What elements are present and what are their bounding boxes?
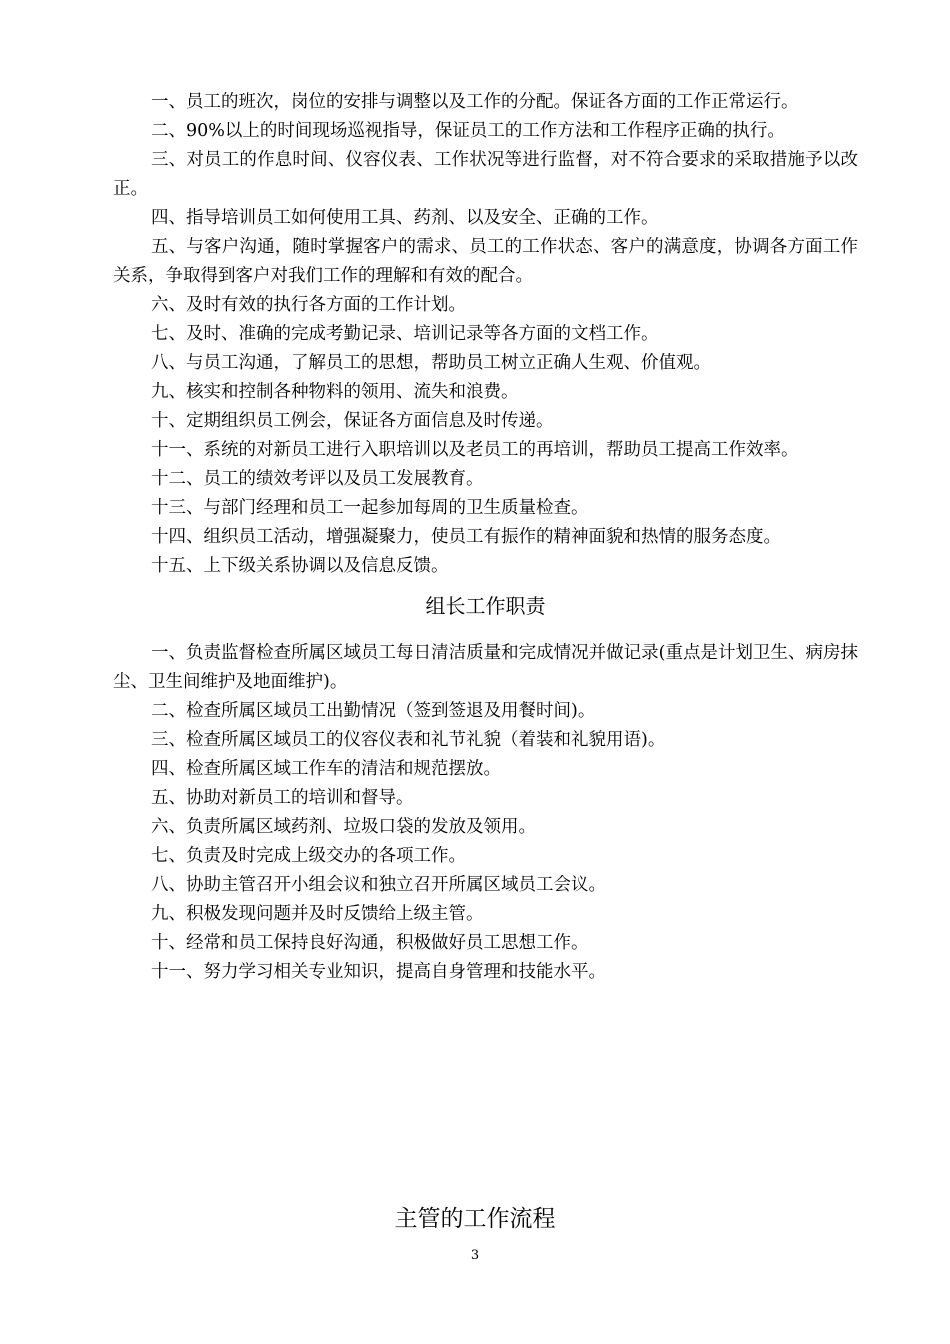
supervisor-duty-item: 六、及时有效的执行各方面的工作计划。 [151,295,466,315]
document-body [113,88,858,987]
team-leader-duty-item: 三、检查所属区域员工的仪容仪表和礼节礼貌（着装和礼貌用语)。 [151,730,666,750]
team-leader-duties-list [113,639,858,987]
supervisor-duty-item: 十三、与部门经理和员工一起参加每周的卫生质量检查。 [151,498,589,518]
supervisor-duty-item: 三、对员工的作息时间、仪容仪表、工作状况等进行监督，对不符合要求的采取措施予以改正。 [113,150,858,199]
supervisor-duty-item: 十、定期组织员工例会，保证各方面信息及时传递。 [151,411,554,431]
supervisor-duty-item: 二、90%以上的时间现场巡视指导，保证员工的工作方法和工作程序正确的执行。 [151,121,785,141]
team-leader-duty-item: 十一、努力学习相关专业知识，提高自身管理和技能水平。 [151,962,606,982]
supervisor-duty-item: 四、指导培训员工如何使用工具、药剂、以及安全、正确的工作。 [151,208,659,228]
team-leader-duty-item: 六、负责所属区域药剂、垃圾口袋的发放及领用。 [151,817,536,837]
team-leader-section-title: 组长工作职责 [425,594,546,618]
team-leader-duty-item: 一、负责监督检查所属区域员工每日清洁质量和完成情况并做记录(重点是计划卫生、病房抹尘、卫生间维护及地面维护)。 [113,643,858,692]
team-leader-duty-item: 四、检查所属区域工作车的清洁和规范摆放。 [151,759,501,779]
supervisor-duty-item: 七、及时、准确的完成考勤记录、培训记录等各方面的文档工作。 [151,324,659,344]
team-leader-duty-item: 九、积极发现问题并及时反馈给上级主管。 [151,904,484,924]
supervisor-duties-list [113,88,858,581]
supervisor-duty-item: 一、员工的班次，岗位的安排与调整以及工作的分配。保证各方面的工作正常运行。 [151,92,799,112]
workflow-section-title: 主管的工作流程 [394,1206,556,1232]
supervisor-duty-item: 八、与员工沟通，了解员工的思想，帮助员工树立正确人生观、价值观。 [151,353,711,373]
team-leader-duty-item: 七、负责及时完成上级交办的各项工作。 [151,846,466,866]
supervisor-duty-item: 十四、组织员工活动，增强凝聚力，使员工有振作的精神面貌和热情的服务态度。 [151,527,781,547]
team-leader-duty-item: 十、经常和员工保持良好沟通，积极做好员工思想工作。 [151,933,589,953]
page-number: 3 [470,1248,480,1263]
supervisor-duty-item: 五、与客户沟通，随时掌握客户的需求、员工的工作状态、客户的满意度，协调各方面工作关系，争取得到客户对我们工作的理解和有效的配合。 [113,237,858,286]
supervisor-duty-item: 十一、系统的对新员工进行入职培训以及老员工的再培训，帮助员工提高工作效率。 [151,440,799,460]
team-leader-duty-item: 二、检查所属区域员工出勤情况（签到签退及用餐时间)。 [151,701,596,721]
supervisor-duty-item: 十二、员工的绩效考评以及员工发展教育。 [151,469,484,489]
team-leader-duty-item: 八、协助主管召开小组会议和独立召开所属区域员工会议。 [151,875,606,895]
supervisor-duty-item: 十五、上下级关系协调以及信息反馈。 [151,556,449,576]
team-leader-duty-item: 五、协助对新员工的培训和督导。 [151,788,414,808]
supervisor-duty-item: 九、核实和控制各种物料的领用、流失和浪费。 [151,382,519,402]
